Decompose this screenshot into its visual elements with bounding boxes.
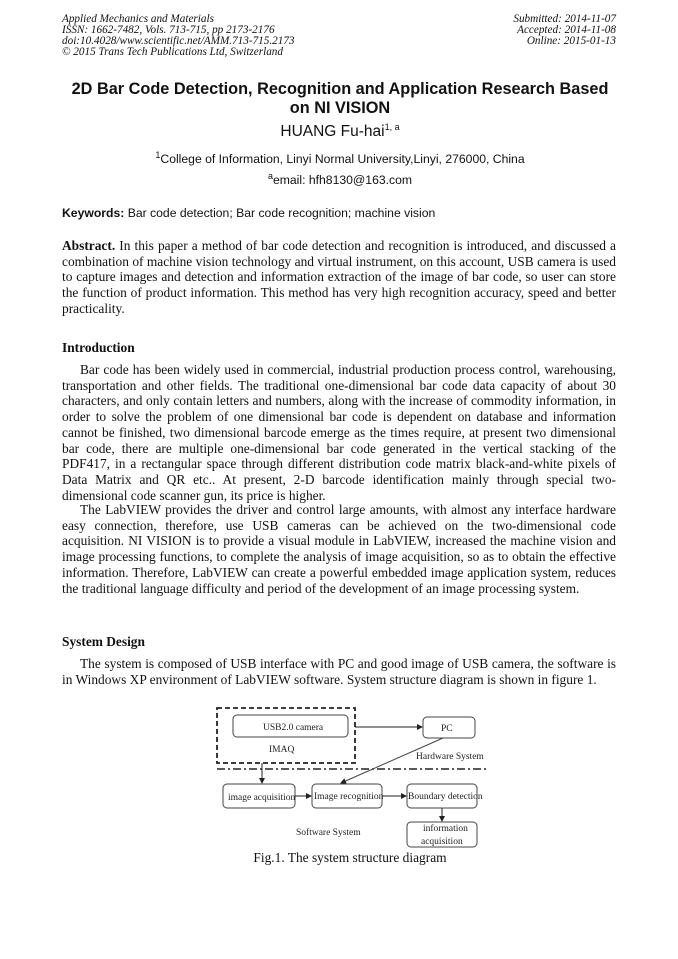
email-text: email: hfh8130@163.com [272, 173, 413, 188]
introduction-paragraph-1: Bar code has been widely used in commercial, industrial production process control, warehousing, transportation and other fields. The traditional one-dimensional bar code data capacity of about 30 characters, and only contain letters and numbers, along with the increase of commodity information, in order to solve the problem of one dimensional bar code is dependent on database and information cannot be finished, two dimensional barcode emerge as the times require, at present two dimensional bar code, there are multiple one-dimensional bar code generated in the vertical stacking of the PDF417, in a rectangular space through different distribution code matrix black-and-white pixels of Data Matrix and QR etc.. At present, 2-D barcode identification mainly through special two-dimensional code scanner gun, its price is higher. [62, 362, 616, 503]
usb-camera-label: USB2.0 camera [263, 723, 324, 733]
paper-title: 2D Bar Code Detection, Recognition and Application Research Based on NI VISION [71, 80, 609, 117]
keywords-text: Bar code detection; Bar code recognition; machine vision [124, 206, 436, 220]
author [60, 122, 620, 141]
accepted-date: Accepted: 2014-11-08 [517, 24, 616, 36]
keywords [62, 206, 435, 220]
boundary-detection-label: Boundary detection [408, 792, 483, 802]
introduction-heading: Introduction [62, 340, 135, 355]
affiliation-text: College of Information, Linyi Normal University,Linyi, 276000, China [160, 152, 525, 167]
hardware-system-label: Hardware System [416, 752, 484, 762]
information-acquisition-label-2: acquisition [421, 837, 463, 847]
keywords-label: Keywords: [62, 206, 125, 220]
abstract-text: In this paper a method of bar code detection and recognition is introduced, and discussed a combination of machine vision technology and virtual instrument, on this account, USB camera is used to capture images and detection and information extraction of the image of bar code, so user can store the function of product information. This method has very high recognition accuracy, speed and better practicality. [62, 238, 616, 316]
affiliation [60, 150, 620, 166]
journal-name: Applied Mechanics and Materials [62, 13, 214, 25]
affiliation-sup: 1 [155, 150, 161, 160]
copyright: © 2015 Trans Tech Publications Ltd, Switzerland [62, 46, 283, 58]
issn: ISSN: 1662-7482, Vols. 713-715, pp 2173-2176 [62, 24, 275, 36]
dates-info [513, 14, 616, 47]
image-recognition-label: Image recognition [314, 792, 384, 802]
information-acquisition-label-1: information [423, 824, 468, 834]
submitted-date: Submitted: 2014-11-07 [513, 13, 616, 25]
online-date: Online: 2015-01-13 [526, 35, 616, 47]
email [60, 171, 620, 187]
system-structure-diagram [213, 704, 489, 850]
abstract [62, 238, 616, 317]
system-design-heading: System Design [62, 634, 145, 649]
imaq-label: IMAQ [269, 745, 295, 755]
author-sup: 1, a [384, 122, 400, 132]
email-sup: a [267, 171, 273, 181]
doi: doi:10.4028/www.scientific.net/AMM.713-715.2173 [62, 35, 295, 47]
author-name: HUANG Fu-hai [280, 123, 385, 141]
abstract-label: Abstract. [62, 238, 116, 253]
figure-caption: Fig.1. The system structure diagram [253, 850, 447, 865]
image-acquisition-label: image acquisition [228, 793, 296, 803]
pc-label: PC [441, 724, 453, 734]
system-design-paragraph: The system is composed of USB interface with PC and good image of USB camera, the software is in Windows XP environment of LabVIEW software. System structure diagram is shown in figure 1. [62, 656, 616, 687]
introduction-paragraph-2: The LabVIEW provides the driver and control large amounts, with almost any interface hardware easy connection, therefore, use USB cameras can be achieved on the two-dimensional code acquisition. NI VISION is to provide a visual module in LabVIEW, increased the machine vision and image processing functions, to complete the analysis of image acquisition, so as to obtain the effective information. Therefore, LabVIEW can create a powerful embedded image application system, reduces the traditional language difficulty and period of the development of an image processing system. [62, 502, 616, 596]
software-system-label: Software System [296, 828, 361, 838]
journal-info [62, 14, 295, 58]
